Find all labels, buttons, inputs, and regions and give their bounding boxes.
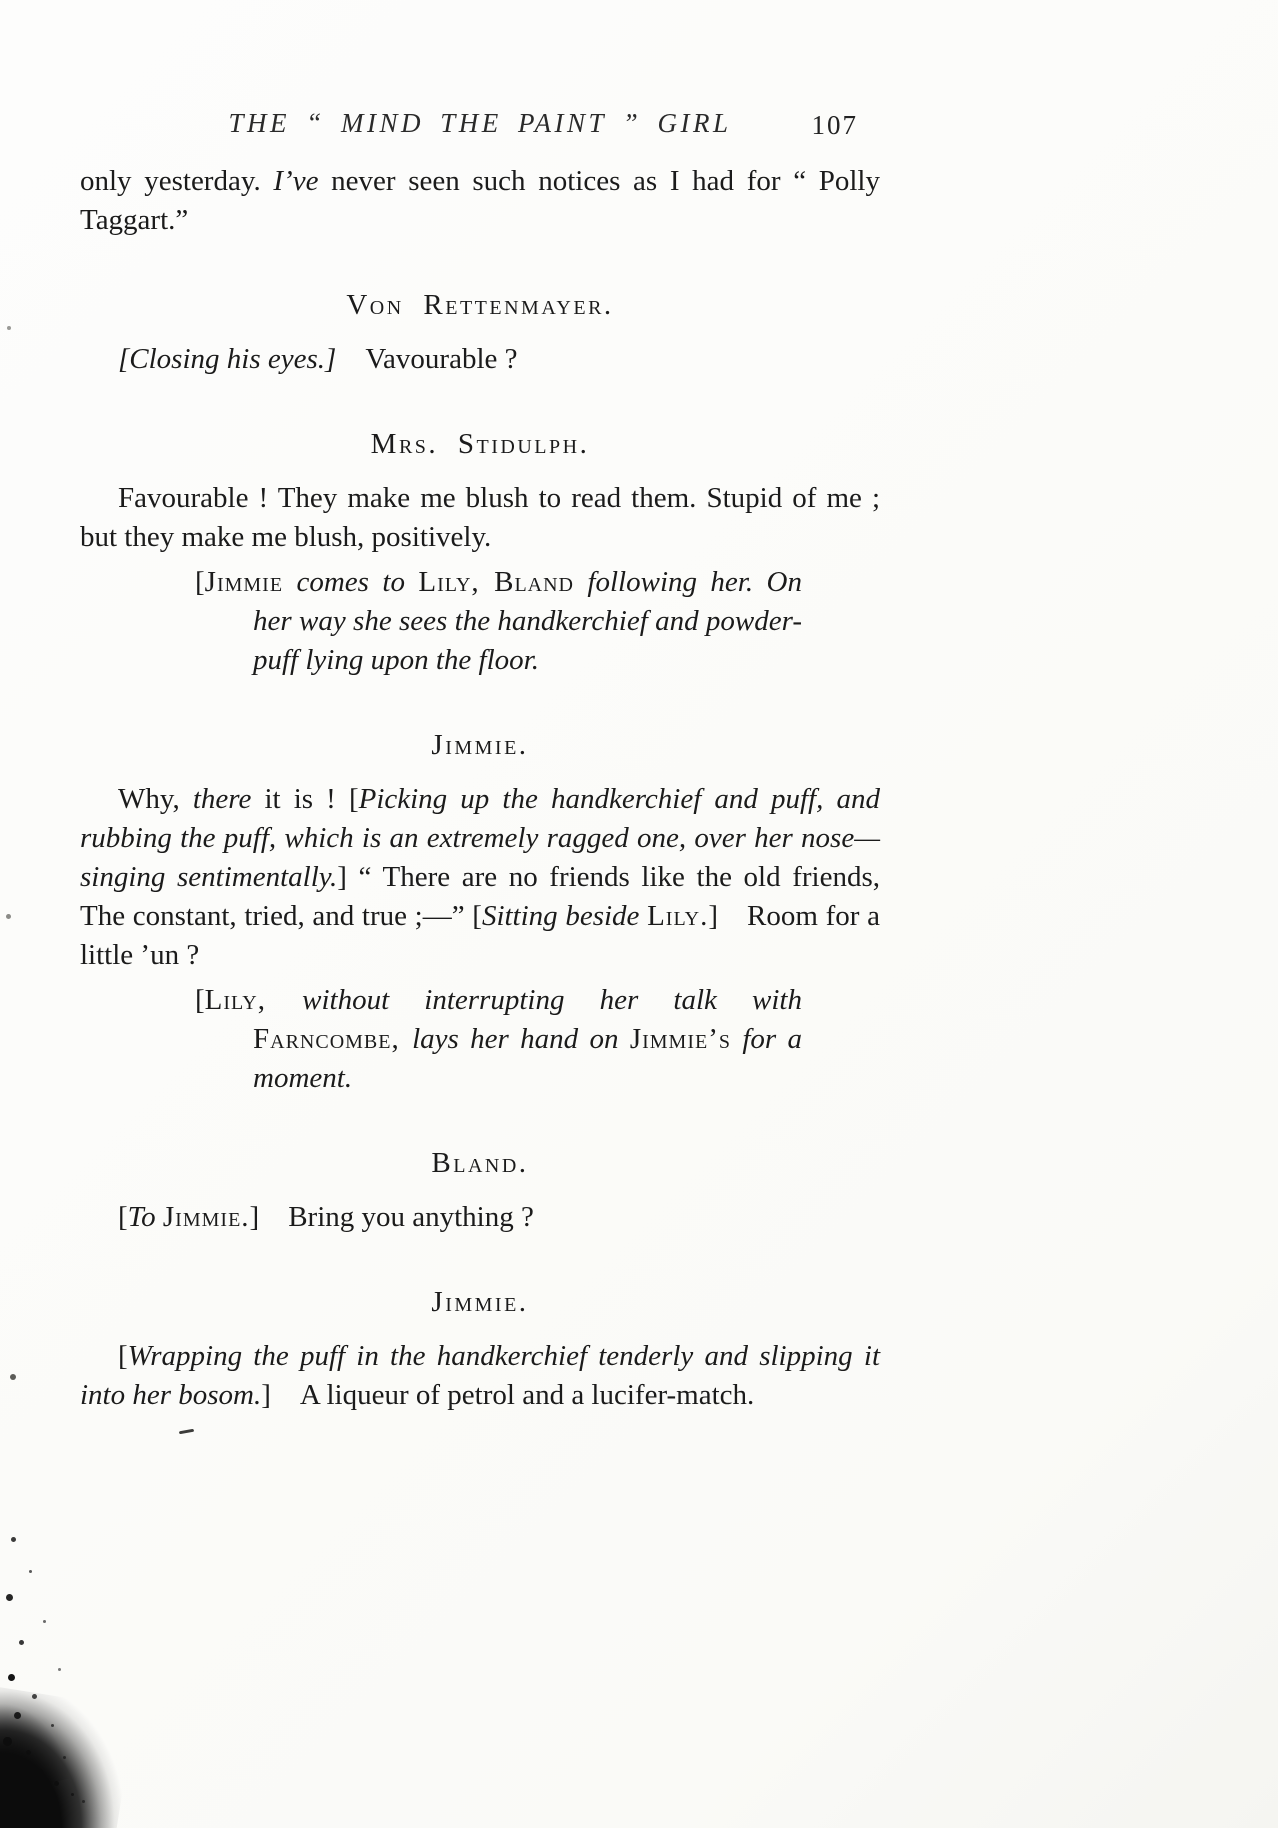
- text-segment: Wrapping the puff in the handkerchief tenderly and slipping it into her bosom.: [80, 1340, 880, 1411]
- scan-dash-mark-icon: [179, 1429, 194, 1435]
- text-segment: never seen such notices as I had for “ Polly Taggart.”: [80, 165, 880, 236]
- page-header: [80, 108, 880, 148]
- text-segment: [: [195, 984, 205, 1016]
- stage-direction: [80, 981, 802, 1098]
- text-segment: Farncombe,: [253, 1023, 413, 1055]
- text-segment: for a moment.: [253, 1023, 803, 1094]
- text-segment: Lily.: [647, 900, 709, 932]
- speaker-heading: Bland.: [431, 1147, 529, 1179]
- text-segment: it is ! [: [251, 783, 359, 815]
- text-segment: only yesterday.: [80, 165, 274, 197]
- scan-speck-icon: [6, 914, 11, 919]
- speaker-heading: Jimmie.: [431, 729, 529, 761]
- stage-direction: [80, 563, 802, 680]
- text-segment: ] “ There are no friends like the old friends, The constant, tried, and true ;—” [: [80, 861, 880, 932]
- text-column: [80, 162, 880, 1415]
- scan-speck-icon: [10, 1374, 16, 1380]
- text-segment: there: [192, 783, 252, 815]
- text-segment: Lily,: [204, 984, 303, 1016]
- text-segment: I’ve: [273, 165, 319, 197]
- paragraph: [80, 479, 880, 557]
- paragraph: [80, 1337, 880, 1415]
- text-segment: ] A liqueur of petrol and a lucifer-match.: [261, 1379, 755, 1411]
- text-segment: [: [118, 1340, 128, 1372]
- speaker-heading: Jimmie.: [431, 1286, 529, 1318]
- speaker-heading: Mrs. Stidulph.: [370, 428, 590, 460]
- text-segment: ] Bring you anything ?: [249, 1201, 534, 1233]
- text-segment: Jimmie’s: [629, 1023, 731, 1055]
- text-segment: Why,: [118, 783, 193, 815]
- text-segment: Picking up the handkerchief and puff, and rubbing the puff, which is an extremely ragged one, over her nose—singing sentimentally.: [80, 783, 880, 893]
- scan-ink-blot-icon: [0, 1685, 136, 1828]
- running-title: THE “ MIND THE PAINT ” GIRL: [228, 108, 732, 138]
- text-segment: Lily,: [418, 566, 495, 598]
- scan-speck-icon: [7, 326, 11, 330]
- text-segment: To: [127, 1201, 163, 1233]
- speaker-heading: Von Rettenmayer.: [346, 289, 614, 321]
- text-segment: Vavourable ?: [336, 343, 518, 375]
- text-segment: Favourable ! They make me blush to read them. Stupid of me ; but they make me blush, positively.: [80, 482, 880, 553]
- text-segment: Sitting beside: [481, 900, 648, 932]
- paragraph: [80, 340, 880, 379]
- text-segment: [Closing his eyes.]: [118, 343, 337, 375]
- text-segment: [: [118, 1201, 128, 1233]
- text-segment: without interrupting her talk with: [302, 984, 802, 1016]
- scan-ink-blot-icon: [0, 1691, 70, 1795]
- text-segment: [: [195, 566, 205, 598]
- text-segment: lays her hand on: [412, 1023, 630, 1055]
- text-segment: following her. On her way she sees the handkerchief and powder-puff lying upon the floor.: [253, 566, 802, 676]
- text-segment: comes to: [283, 566, 419, 598]
- paragraph: [80, 1198, 880, 1237]
- text-segment: ] Room for a little ’un ?: [80, 900, 880, 971]
- paragraph-continuation: [80, 162, 880, 240]
- text-segment: Jimmie: [204, 566, 284, 598]
- paragraph: [80, 780, 880, 975]
- text-segment: Bland: [494, 566, 574, 598]
- page-number: 107: [811, 110, 858, 140]
- text-segment: Jimmie.: [162, 1201, 250, 1233]
- scan-speckles-icon: [2, 1500, 5, 1503]
